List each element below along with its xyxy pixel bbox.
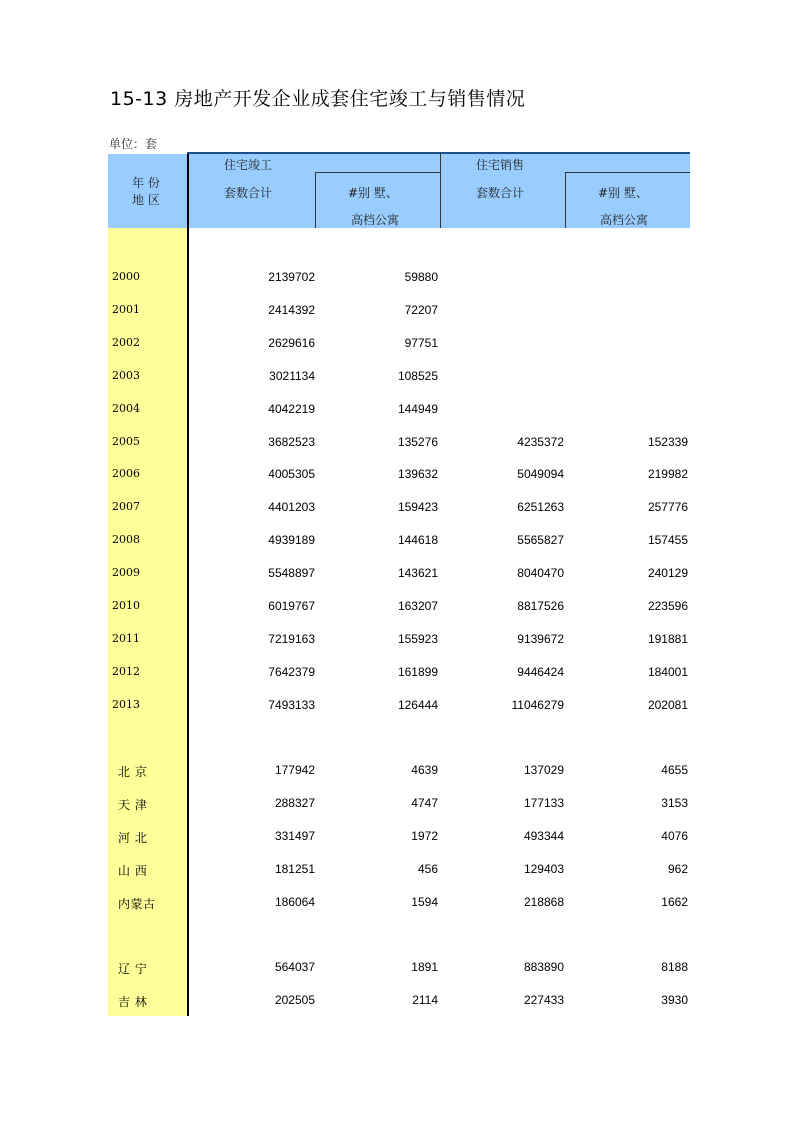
completed-villa-header-2: 高档公寓 (351, 213, 400, 227)
table-row (108, 860, 690, 880)
table-cell-c2: 139632 (397, 467, 438, 482)
table-cell-c3: 6251263 (517, 500, 564, 515)
table-cell-c2: 2114 (412, 993, 438, 1007)
year-label: 2000 (112, 270, 140, 283)
table-cell-c2: 108525 (397, 368, 438, 383)
table-cell-c2: 4747 (411, 796, 438, 810)
table-cell-c2: 159423 (397, 500, 438, 515)
year-label: 2003 (112, 368, 140, 382)
year-label: 2004 (112, 401, 140, 415)
table-row (108, 630, 690, 650)
sold-villa-header-2: 高档公寓 (600, 213, 649, 227)
table-cell-c4: 257776 (647, 500, 688, 515)
completed-villa-header-1: #别 墅、 (348, 186, 398, 200)
table-cell-c2: 1972 (411, 829, 438, 843)
table-row (108, 663, 690, 683)
table-cell-c2: 135276 (397, 434, 438, 449)
sold-total-header: 套数合计 (476, 186, 525, 200)
year-label: 2010 (112, 599, 140, 612)
page-title: 15-13 房地产开发企业成套住宅竣工与销售情况 (110, 88, 526, 110)
table-cell-c4: 962 (667, 862, 688, 876)
table-cell-c1: 4005305 (268, 467, 315, 482)
header-divider (315, 172, 316, 228)
region-label: 天 津 (118, 798, 148, 812)
table-cell-c1: 7642379 (268, 664, 315, 679)
header-divider (565, 172, 690, 173)
sold-villa-header-1: #别 墅、 (598, 186, 648, 200)
table-cell-c2: 126444 (397, 697, 438, 712)
table-row (108, 761, 690, 781)
table-cell-c3: 218868 (523, 895, 564, 909)
table-row (108, 564, 690, 584)
table-cell-c3: 9139672 (517, 631, 564, 646)
table-cell-c2: 143621 (397, 566, 438, 581)
table-cell-c4: 4655 (661, 763, 688, 777)
table-cell-c2: 1594 (411, 895, 438, 909)
table-cell-c4: 157455 (647, 533, 688, 548)
year-label: 2001 (112, 302, 140, 316)
table-row (108, 794, 690, 814)
table-cell-c3: 177133 (523, 796, 564, 810)
table-cell-c4: 219982 (647, 467, 688, 482)
year-label: 2011 (112, 631, 140, 645)
sold-group-header: 住宅销售 (476, 158, 525, 172)
completed-group-header: 住宅竣工 (224, 158, 273, 172)
table-row (108, 991, 690, 1011)
table-cell-c2: 97751 (404, 335, 438, 350)
table-cell-c1: 186064 (274, 895, 315, 909)
table-cell-c2: 155923 (397, 631, 438, 646)
table-cell-c1: 181251 (274, 862, 315, 876)
table-cell-c2: 72207 (404, 302, 438, 317)
table-cell-c1: 2414392 (268, 302, 315, 317)
stub-header-region: 地 区 (132, 193, 160, 207)
table-cell-c3: 4235372 (517, 434, 564, 449)
table-cell-c3: 883890 (523, 960, 564, 974)
table-header (108, 154, 690, 228)
table-cell-c4: 184001 (647, 664, 688, 679)
table-row (108, 465, 690, 485)
table-cell-c4: 8188 (661, 960, 688, 974)
table-row (108, 433, 690, 453)
table-cell-c1: 7493133 (268, 697, 315, 712)
table-cell-c3: 493344 (523, 829, 564, 843)
table-cell-c1: 7219163 (268, 631, 315, 646)
region-label: 内蒙古 (118, 897, 156, 911)
table-cell-c1: 2629616 (268, 335, 315, 350)
table-cell-c1: 5548897 (268, 566, 315, 581)
table-cell-c1: 6019767 (268, 599, 315, 613)
region-label: 河 北 (118, 831, 148, 845)
year-label: 2005 (112, 434, 140, 448)
table-row (108, 334, 690, 354)
year-label: 2002 (112, 335, 140, 349)
table-cell-c2: 1891 (411, 960, 438, 974)
completed-total-header: 套数合计 (224, 186, 273, 200)
table-cell-c3: 5565827 (517, 533, 564, 548)
table-row (108, 696, 690, 716)
table-cell-c3: 11046279 (511, 697, 564, 712)
table-cell-c1: 4042219 (268, 401, 315, 416)
year-label: 2006 (112, 467, 140, 481)
table-row (108, 268, 690, 288)
table-cell-c4: 3930 (661, 993, 688, 1007)
table-cell-c4: 202081 (647, 697, 688, 712)
table-row (108, 893, 690, 913)
table-cell-c2: 161899 (397, 664, 438, 679)
region-label: 山 西 (118, 864, 148, 878)
table-cell-c3: 5049094 (517, 467, 564, 482)
table-cell-c1: 564037 (274, 960, 315, 974)
year-label: 2009 (112, 566, 140, 580)
table-cell-c4: 4076 (661, 829, 688, 843)
table-cell-c1: 331497 (274, 829, 315, 843)
table-row (108, 531, 690, 551)
table-cell-c3: 137029 (523, 763, 564, 777)
region-label: 辽 宁 (118, 962, 148, 976)
table-cell-c3: 8817526 (517, 599, 564, 613)
year-label: 2007 (112, 500, 140, 514)
table-cell-c3: 8040470 (517, 566, 564, 581)
table-cell-c4: 152339 (647, 434, 688, 449)
header-divider (565, 172, 566, 228)
table-cell-c4: 240129 (647, 566, 688, 581)
header-divider (440, 154, 441, 228)
table-cell-c1: 177942 (274, 763, 315, 777)
stub-header-year: 年 份 (132, 176, 160, 190)
table-cell-c4: 1662 (661, 895, 688, 909)
table-cell-c2: 59880 (404, 270, 438, 284)
region-label: 吉 林 (118, 995, 148, 1009)
year-label: 2008 (112, 533, 140, 547)
table-cell-c4: 3153 (661, 796, 688, 810)
year-label: 2012 (112, 664, 140, 678)
table-cell-c1: 288327 (274, 796, 315, 810)
table-cell-c2: 163207 (397, 599, 438, 613)
table-cell-c1: 2139702 (268, 270, 315, 284)
table-cell-c3: 227433 (523, 993, 564, 1007)
table-row (108, 367, 690, 387)
table-cell-c1: 202505 (274, 993, 315, 1007)
table-row (108, 597, 690, 617)
table-row (108, 400, 690, 420)
table-cell-c1: 3682523 (268, 434, 315, 449)
region-label: 北 京 (118, 765, 148, 779)
table-row (108, 498, 690, 518)
table-cell-c4: 191881 (647, 631, 688, 646)
header-divider (315, 172, 440, 173)
table-cell-c2: 144949 (397, 401, 438, 416)
table-cell-c2: 144618 (397, 533, 438, 548)
table-row (108, 958, 690, 978)
table-cell-c1: 4401203 (268, 500, 315, 515)
table-row (108, 301, 690, 321)
unit-label: 单位：套 (109, 137, 158, 151)
table-row (108, 827, 690, 847)
year-label: 2013 (112, 697, 140, 711)
table-cell-c3: 129403 (523, 862, 564, 876)
table-cell-c1: 3021134 (269, 368, 315, 383)
table-cell-c2: 456 (417, 862, 438, 876)
table-cell-c1: 4939189 (268, 533, 315, 548)
table-cell-c3: 9446424 (517, 664, 564, 679)
table-cell-c2: 4639 (411, 763, 438, 777)
table-cell-c4: 223596 (647, 599, 688, 613)
